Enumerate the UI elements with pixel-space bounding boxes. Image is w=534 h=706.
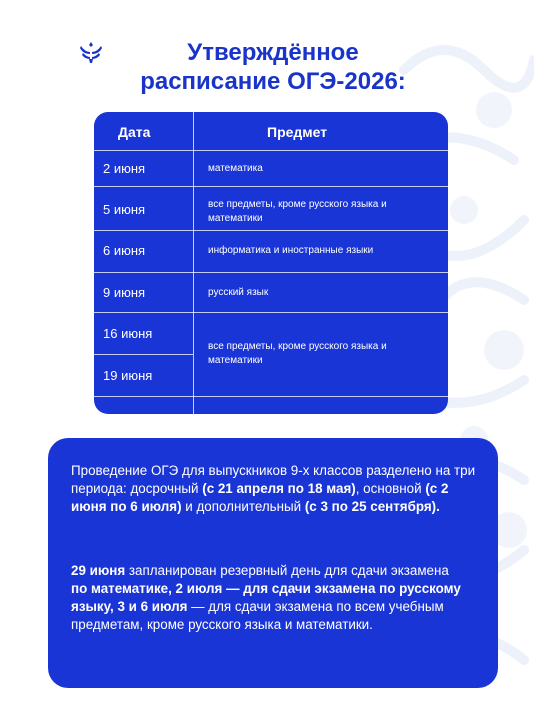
row-divider (94, 272, 448, 273)
table-row-subject: информатика и иностранные языки (208, 245, 374, 256)
schedule-table (94, 112, 448, 414)
table-row-subject: русский язык (208, 287, 269, 298)
info-panel (48, 438, 498, 688)
row-divider (94, 186, 448, 187)
header-date: Дата (118, 124, 151, 140)
row-divider (94, 230, 448, 231)
table-row-date: 5 июня (103, 202, 146, 217)
page-title: Утверждённое расписание ОГЭ-2026: (140, 39, 406, 95)
table-row-date: 9 июня (103, 285, 146, 300)
table-row-subject: математика (208, 163, 263, 174)
header-subject: Предмет (267, 124, 328, 140)
info-reserve-days: 29 июня запланирован резервный день для сдачи экзамена по математике, 2 июля — для сдачи экзамена по русскому языку, 3 и 6 июля — для сдачи экзамена по всем учебным предметам, кроме русского языка и математики. (71, 563, 461, 632)
table-row-date: 2 июня (103, 161, 146, 176)
row-divider (94, 150, 448, 151)
row-divider (94, 396, 448, 397)
table-row-date: 16 июня (103, 326, 153, 341)
row-divider (94, 312, 448, 313)
table-row-subject: все предметы, кроме русского языка и математики (208, 199, 387, 224)
table-row-subject: все предметы, кроме русского языка и математики (208, 341, 387, 366)
table-row-date: 19 июня (103, 368, 153, 383)
column-divider (193, 112, 194, 414)
table-row-date: 6 июня (103, 243, 146, 258)
row-divider (94, 354, 193, 355)
info-periods: Проведение ОГЭ для выпускников 9-х классов разделено на три периода: досрочный (с 21 апреля по 18 мая), основной (с 2 июня по 6 июля) и дополнительный (с 3 по 25 сентября). (71, 463, 476, 514)
